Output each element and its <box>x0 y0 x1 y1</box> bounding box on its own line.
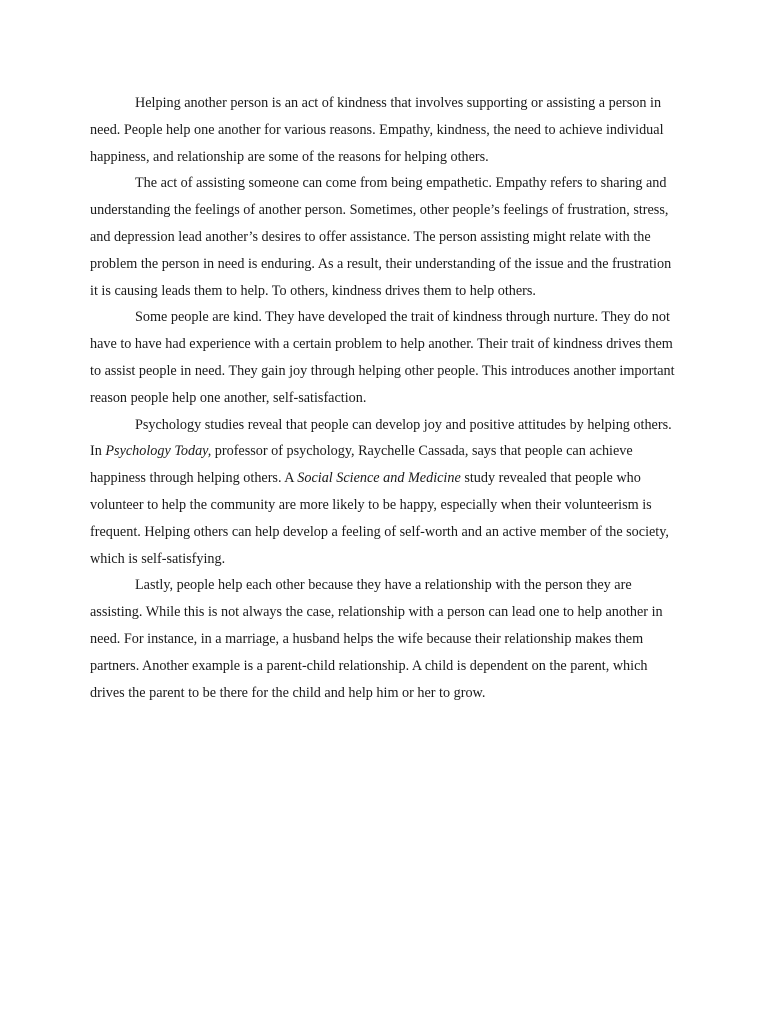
document-page <box>90 90 678 706</box>
citation-social-science-medicine: Social Science and Medicine <box>297 470 461 487</box>
citation-psychology-today: Psychology Today, <box>105 443 212 460</box>
paragraph-3: Some people are kind. They have developed the trait of kindness through nurture. They do not have to have had experience with a certain problem to help another. Their trait of kindness drives them to assist people in need. They gain joy through helping other people. This introduces another important reason people help one another, self-satisfaction. <box>90 309 675 406</box>
paragraph-4-text-3: study revealed that people who volunteer to help the community are more likely to be happy, especially when their volunteerism is frequent. Helping others can help develop a feeling of self-worth and an active member of the society, which is self-satisfying. <box>90 470 669 567</box>
paragraph-4 <box>90 412 678 573</box>
paragraph-2: The act of assisting someone can come from being empathetic. Empathy refers to sharing and understanding the feelings of another person. Sometimes, other people’s feelings of frustration, stress, and depression lead another’s desires to offer assistance. The person assisting might relate with the problem the person in need is enduring. As a result, their understanding of the issue and the frustration it is causing leads them to help. To others, kindness drives them to help others. <box>90 175 672 299</box>
paragraph-1: Helping another person is an act of kindness that involves supporting or assisting a person in need. People help one another for various reasons. Empathy, kindness, the need to achieve individual happiness, and relationship are some of the reasons for helping others. <box>90 95 664 165</box>
paragraph-4-text-1: Psychology studies reveal that people can develop joy and positive attitudes by helping others. In <box>90 416 672 460</box>
paragraph-4-text-2: professor of psychology, Raychelle Cassada, says that people can achieve happiness through helping others. A <box>90 443 633 487</box>
paragraph-5: Lastly, people help each other because they have a relationship with the person they are assisting. While this is not always the case, relationship with a person can lead one to help another in need. For instance, in a marriage, a husband helps the wife because their relationship makes them partners. Another example is a parent-child relationship. A child is dependent on the parent, which drives the parent to be there for the child and help him or her to grow. <box>90 577 663 701</box>
